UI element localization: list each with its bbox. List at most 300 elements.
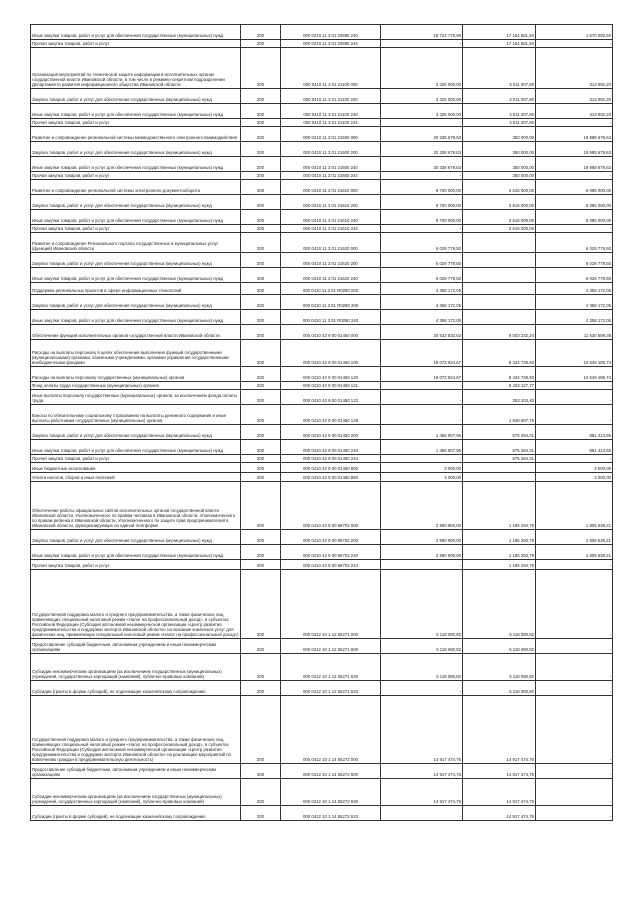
line-code-cell: 200 — [241, 180, 281, 195]
line-code-cell: 200 — [241, 340, 281, 367]
table-row — [31, 195, 613, 210]
approved-amount-cell: 5 118 080,82 — [381, 639, 463, 654]
classification-code-cell: 000 0410 11 3 01 21620 200 — [281, 253, 381, 268]
executed-amount-cell: 1 185 260,79 — [463, 530, 536, 545]
approved-amount-cell: 14 917 474,76 — [381, 696, 463, 764]
unexecuted-amount-cell: 3 000,00 — [536, 473, 613, 482]
budget-expenditure-table — [30, 24, 613, 821]
table-row — [31, 390, 613, 405]
expense-name-cell: Закупка товаров, работ и услуг для обеспечения государственных (муниципальных) нужд — [31, 195, 241, 210]
classification-code-cell: 000 0410 11 3 01 21100 200 — [281, 89, 381, 104]
table-row — [31, 570, 613, 639]
approved-amount-cell: - — [381, 455, 463, 463]
table-row — [31, 253, 613, 268]
line-code-cell: 200 — [241, 639, 281, 654]
table-row — [31, 455, 613, 463]
approved-amount-cell: 4 358 172,05 — [381, 283, 463, 295]
executed-amount-cell: 1 185 260,79 — [463, 545, 536, 560]
line-code-cell: 200 — [241, 764, 281, 779]
table-row — [31, 779, 613, 806]
unexecuted-amount-cell: - — [536, 764, 613, 779]
classification-code-cell: 000 0412 10 1 14 55272 000 — [281, 696, 381, 764]
approved-amount-cell: 20 338 679,63 — [381, 157, 463, 172]
expense-name-cell: Организация мероприятий по технической защите информации в исполнительных органах государственной власти Ивановской области, в том числе в режимно-секретном подразделении Департамента развития информационного общества Ивановской области — [31, 48, 241, 89]
line-code-cell: 200 — [241, 425, 281, 440]
unexecuted-amount-cell: - — [536, 779, 613, 806]
table-row — [31, 48, 613, 89]
table-row — [31, 382, 613, 390]
executed-amount-cell: 14 917 474,76 — [463, 806, 536, 821]
expense-name-cell: Иные выплаты персоналу государственных (муниципальных) органов, за исключением фонда оплаты труда — [31, 390, 241, 405]
approved-amount-cell: - — [381, 681, 463, 696]
expense-name-cell: Закупка товаров, работ и услуг для обеспечения государственных (муниципальных) нужд — [31, 425, 241, 440]
line-code-cell: 200 — [241, 89, 281, 104]
line-code-cell: 200 — [241, 654, 281, 681]
line-code-cell: 200 — [241, 325, 281, 340]
table-row — [31, 530, 613, 545]
table-row — [31, 681, 613, 696]
table-row — [31, 425, 613, 440]
table-row — [31, 268, 613, 283]
approved-amount-cell: 20 338 679,63 — [381, 142, 463, 157]
executed-amount-cell — [463, 295, 536, 310]
executed-amount-cell — [463, 463, 536, 473]
classification-code-cell: 000 0410 42 9 00 01450 120 — [281, 367, 381, 382]
expense-name-cell: Прочая закупка товаров, работ и услуг — [31, 560, 241, 570]
line-code-cell: 200 — [241, 268, 281, 283]
unexecuted-amount-cell: - — [536, 681, 613, 696]
classification-code-cell: 000 0410 11 3 01 21620 240 — [281, 268, 381, 283]
executed-amount-cell: 575 494,31 — [463, 440, 536, 455]
classification-code-cell: 000 0412 10 1 12 55271 633 — [281, 681, 381, 696]
expense-name-cell: Уплата налогов, сборов и иных платежей — [31, 473, 241, 482]
table-row — [31, 310, 613, 325]
table-row — [31, 482, 613, 530]
expense-name-cell: Иные закупки товаров, работ и услуг для обеспечения государственных (муниципальных) нужд — [31, 25, 241, 40]
executed-amount-cell: 5 118 080,82 — [463, 639, 536, 654]
approved-amount-cell: 9 700 000,00 — [381, 210, 463, 225]
approved-amount-cell: - — [381, 119, 463, 127]
approved-amount-cell: 1 456 907,96 — [381, 440, 463, 455]
expense-name-cell: Прочая закупка товаров, работ и услуг — [31, 119, 241, 127]
approved-amount-cell: - — [381, 40, 463, 48]
expense-name-cell: Государственная поддержка малого и среднего предпринимательства, а также физических лиц, применяющих специальный налоговый режим «Налог на профессиональный доход», в субъектах Российской Федерации (Субсидия автономной некоммерческой организации «Центр развития предпринимательства и поддержки экспорта Ивановской области» на оказание комплекса услуг для физических лиц, применяющих специальный налоговый режим «Налог на профессиональный доход») — [31, 570, 241, 639]
expense-name-cell: Развитие и сопровождение региональной системы межведомственного электронного взаимодействия — [31, 127, 241, 142]
unexecuted-amount-cell: 6 085 000,00 — [536, 180, 613, 195]
expense-name-cell: Иные закупки товаров, работ и услуг для обеспечения государственных (муниципальных) нужд — [31, 310, 241, 325]
approved-amount-cell: 3 000,00 — [381, 473, 463, 482]
executed-amount-cell: 17 154 681,50 — [463, 40, 536, 48]
classification-code-cell: 000 0410 42 9 00 01450 240 — [281, 440, 381, 455]
executed-amount-cell — [463, 283, 536, 295]
expense-name-cell: Иные закупки товаров, работ и услуг для обеспечения государственных (муниципальных) нужд — [31, 210, 241, 225]
table-row — [31, 180, 613, 195]
unexecuted-amount-cell: 10 649 185,74 — [536, 340, 613, 367]
expense-name-cell: Развитие и сопровождение Регионального портала государственных и муниципальных услуг (функций) Ивановской области — [31, 233, 241, 253]
classification-code-cell: 000 0410 42 9 00 01450 244 — [281, 455, 381, 463]
approved-amount-cell: 5 118 080,82 — [381, 654, 463, 681]
line-code-cell: 200 — [241, 283, 281, 295]
executed-amount-cell: 17 154 681,50 — [463, 25, 536, 40]
unexecuted-amount-cell: 19 988 679,63 — [536, 157, 613, 172]
classification-code-cell: 000 0412 10 1 12 55271 630 — [281, 654, 381, 681]
classification-code-cell: 000 0410 11 3 01 21600 244 — [281, 172, 381, 180]
classification-code-cell: 000 0410 42 9 00 01450 122 — [281, 390, 381, 405]
classification-code-cell: 000 0410 42 9 00 01450 000 — [281, 325, 381, 340]
approved-amount-cell: 9 700 000,00 — [381, 195, 463, 210]
approved-amount-cell: - — [381, 405, 463, 425]
executed-amount-cell: 5 118 080,82 — [463, 570, 536, 639]
executed-amount-cell — [463, 253, 536, 268]
unexecuted-amount-cell: - — [536, 570, 613, 639]
expense-name-cell: Развитие и сопровождение региональной системы электронного документооборота — [31, 180, 241, 195]
unexecuted-amount-cell: - — [536, 225, 613, 233]
expense-name-cell: Иные закупки товаров, работ и услуг для обеспечения государственных (муниципальных) нужд — [31, 268, 241, 283]
expense-name-cell: Обеспечение функций исполнительных органов государственной власти Ивановской области — [31, 325, 241, 340]
table-row — [31, 545, 613, 560]
table-row — [31, 473, 613, 482]
expense-name-cell: Прочая закупка товаров, работ и услуг — [31, 40, 241, 48]
expense-name-cell: Прочая закупка товаров, работ и услуг — [31, 455, 241, 463]
approved-amount-cell: 3 325 000,00 — [381, 104, 463, 119]
classification-code-cell: 000 0412 10 1 12 55271 600 — [281, 639, 381, 654]
approved-amount-cell: 6 029 779,50 — [381, 233, 463, 253]
unexecuted-amount-cell: 313 992,20 — [536, 89, 613, 104]
expense-name-cell: Закупка товаров, работ и услуг для обеспечения государственных (муниципальных) нужд — [31, 253, 241, 268]
executed-amount-cell: 1 185 260,79 — [463, 482, 536, 530]
approved-amount-cell: 20 533 832,63 — [381, 325, 463, 340]
classification-code-cell: 000 0410 11 3 01 20690 244 — [281, 40, 381, 48]
approved-amount-cell: - — [381, 225, 463, 233]
expense-name-cell: Иные закупки товаров, работ и услуг для обеспечения государственных (муниципальных) нужд — [31, 440, 241, 455]
approved-amount-cell: - — [381, 390, 463, 405]
line-code-cell: 200 — [241, 310, 281, 325]
classification-code-cell: 000 0412 10 1 14 55272 600 — [281, 764, 381, 779]
line-code-cell: 200 — [241, 560, 281, 570]
table-row — [31, 127, 613, 142]
table-row — [31, 696, 613, 764]
classification-code-cell: 000 0410 42 9 00 98702 244 — [281, 560, 381, 570]
line-code-cell: 200 — [241, 195, 281, 210]
unexecuted-amount-cell: 4 358 172,05 — [536, 295, 613, 310]
table-body — [31, 25, 613, 821]
table-row — [31, 233, 613, 253]
table-row — [31, 405, 613, 425]
expense-name-cell: Субсидии (гранты в форме субсидий), не подлежащие казначейскому сопровождению — [31, 681, 241, 696]
unexecuted-amount-cell: 10 649 185,74 — [536, 367, 613, 382]
approved-amount-cell: 3 325 000,00 — [381, 89, 463, 104]
executed-amount-cell: 575 494,31 — [463, 425, 536, 440]
executed-amount-cell — [463, 473, 536, 482]
classification-code-cell: 000 0410 42 9 00 01450 800 — [281, 463, 381, 473]
approved-amount-cell: - — [381, 172, 463, 180]
table-row — [31, 157, 613, 172]
executed-amount-cell: 3 011 007,80 — [463, 89, 536, 104]
executed-amount-cell: 3 011 007,80 — [463, 119, 536, 127]
approved-amount-cell: 2 990 900,00 — [381, 545, 463, 560]
table-row — [31, 806, 613, 821]
table-row — [31, 340, 613, 367]
classification-code-cell: 000 0410 42 9 00 01450 200 — [281, 425, 381, 440]
classification-code-cell: 000 0412 10 1 14 55272 633 — [281, 806, 381, 821]
unexecuted-amount-cell: - — [536, 560, 613, 570]
line-code-cell: 200 — [241, 390, 281, 405]
unexecuted-amount-cell: 4 358 172,05 — [536, 283, 613, 295]
line-code-cell: 200 — [241, 40, 281, 48]
table-row — [31, 367, 613, 382]
line-code-cell: 200 — [241, 127, 281, 142]
table-row — [31, 463, 613, 473]
unexecuted-amount-cell: 6 085 000,00 — [536, 195, 613, 210]
line-code-cell: 200 — [241, 210, 281, 225]
unexecuted-amount-cell: 1 805 639,21 — [536, 545, 613, 560]
unexecuted-amount-cell: - — [536, 40, 613, 48]
unexecuted-amount-cell: 1 805 639,21 — [536, 482, 613, 530]
expense-name-cell: Закупка товаров, работ и услуг для обеспечения государственных (муниципальных) нужд — [31, 89, 241, 104]
table-row — [31, 25, 613, 40]
expense-name-cell: Поддержка региональных проектов в сфере информационных технологий — [31, 283, 241, 295]
unexecuted-amount-cell: 881 413,65 — [536, 425, 613, 440]
line-code-cell: 200 — [241, 570, 281, 639]
unexecuted-amount-cell: 4 358 172,05 — [536, 310, 613, 325]
executed-amount-cell: 3 615 000,00 — [463, 225, 536, 233]
line-code-cell: 200 — [241, 119, 281, 127]
line-code-cell: 200 — [241, 455, 281, 463]
approved-amount-cell: 6 029 779,50 — [381, 253, 463, 268]
expense-name-cell: Обеспечение работы официальных сайтов исполнительных органов государственной власти Ивановской области, Уполномоченного по правам человека в Ивановской области, Уполномоченного по правам ребенка в Ивановской области, Уполномоченного по защите прав предпринимателей в Ивановской области, функционирующих на единой платформе — [31, 482, 241, 530]
expense-name-cell: Субсидии некоммерческим организациям (за исключением государственных (муниципальных) учреждений, государственных корпораций (компаний), публично-правовых компаний) — [31, 654, 241, 681]
expense-name-cell: Иные закупки товаров, работ и услуг для обеспечения государственных (муниципальных) нужд — [31, 157, 241, 172]
expense-name-cell: Фонд оплаты труда государственных (муниципальных) органов — [31, 382, 241, 390]
executed-amount-cell: 6 423 127,77 — [463, 382, 536, 390]
table-row — [31, 172, 613, 180]
classification-code-cell: 000 0410 11 3 01 21100 244 — [281, 119, 381, 127]
approved-amount-cell: - — [381, 560, 463, 570]
expense-name-cell: Прочая закупка товаров, работ и услуг — [31, 172, 241, 180]
approved-amount-cell: 5 118 080,82 — [381, 570, 463, 639]
expense-name-cell: Расходы на выплаты персоналу в целях обеспечения выполнения функций государственными (муниципальными) органами, казенными учреждениями, органами управления государственными внебюджетными фондами — [31, 340, 241, 367]
approved-amount-cell: - — [381, 806, 463, 821]
executed-amount-cell: 9 003 232,24 — [463, 325, 536, 340]
line-code-cell: 200 — [241, 104, 281, 119]
classification-code-cell: 000 0410 42 9 00 98702 000 — [281, 482, 381, 530]
classification-code-cell: 000 0410 11 3 01 21600 000 — [281, 127, 381, 142]
classification-code-cell: 000 0410 42 9 00 98702 240 — [281, 545, 381, 560]
unexecuted-amount-cell: 6 029 779,50 — [536, 268, 613, 283]
unexecuted-amount-cell: - — [536, 405, 613, 425]
expense-name-cell: Закупка товаров, работ и услуг для обеспечения государственных (муниципальных) нужд — [31, 142, 241, 157]
approved-amount-cell: 14 917 474,76 — [381, 764, 463, 779]
executed-amount-cell: 350 000,00 — [463, 127, 536, 142]
approved-amount-cell: 1 456 907,96 — [381, 425, 463, 440]
executed-amount-cell: 575 494,31 — [463, 455, 536, 463]
line-code-cell: 200 — [241, 382, 281, 390]
approved-amount-cell: 20 338 679,63 — [381, 127, 463, 142]
line-code-cell: 200 — [241, 463, 281, 473]
approved-amount-cell: 14 917 474,76 — [381, 779, 463, 806]
executed-amount-cell: 3 615 000,00 — [463, 210, 536, 225]
unexecuted-amount-cell: 6 085 000,00 — [536, 210, 613, 225]
classification-code-cell: 000 0410 11 3 01 20690 240 — [281, 25, 381, 40]
unexecuted-amount-cell: - — [536, 455, 613, 463]
table-row — [31, 104, 613, 119]
budget-report-sheet — [30, 24, 612, 821]
classification-code-cell: 000 0410 11 3 01 21600 240 — [281, 157, 381, 172]
expense-name-cell: Субсидии некоммерческим организациям (за исключением государственных (муниципальных) учреждений, государственных корпораций (компаний), публично-правовых компаний) — [31, 779, 241, 806]
unexecuted-amount-cell: - — [536, 382, 613, 390]
expense-name-cell: Иные бюджетные ассигнования — [31, 463, 241, 473]
line-code-cell: 200 — [241, 482, 281, 530]
classification-code-cell: 000 0412 10 1 14 55272 630 — [281, 779, 381, 806]
expense-name-cell: Закупка товаров, работ и услуг для обеспечения государственных (муниципальных) нужд — [31, 530, 241, 545]
classification-code-cell: 000 0410 11 3 01 21610 000 — [281, 180, 381, 195]
table-row — [31, 283, 613, 295]
unexecuted-amount-cell: - — [536, 654, 613, 681]
approved-amount-cell: 6 029 779,50 — [381, 268, 463, 283]
line-code-cell: 200 — [241, 696, 281, 764]
expense-name-cell: Субсидии (гранты в форме субсидий), не подлежащие казначейскому сопровождению — [31, 806, 241, 821]
line-code-cell: 200 — [241, 681, 281, 696]
approved-amount-cell: 3 325 000,00 — [381, 48, 463, 89]
line-code-cell: 200 — [241, 530, 281, 545]
executed-amount-cell: 5 118 080,82 — [463, 654, 536, 681]
approved-amount-cell: 18 724 775,90 — [381, 25, 463, 40]
classification-code-cell: 000 0410 42 9 00 01450 100 — [281, 340, 381, 367]
line-code-cell: 200 — [241, 545, 281, 560]
line-code-cell: 200 — [241, 233, 281, 253]
table-row — [31, 295, 613, 310]
classification-code-cell: 000 0410 11 3 01 R0280 200 — [281, 295, 381, 310]
classification-code-cell: 000 0410 42 9 00 01450 129 — [281, 405, 381, 425]
approved-amount-cell: 9 700 000,00 — [381, 180, 463, 195]
classification-code-cell: 000 0410 42 9 00 01450 121 — [281, 382, 381, 390]
expense-name-cell: Взносы по обязательному социальному страхованию на выплаты денежного содержания и иные выплаты работникам государственных (муниципальных) органов — [31, 405, 241, 425]
approved-amount-cell: 19 073 924,67 — [381, 340, 463, 367]
approved-amount-cell: 19 073 924,67 — [381, 367, 463, 382]
classification-code-cell: 000 0410 11 3 01 R0280 240 — [281, 310, 381, 325]
classification-code-cell: 000 0410 11 3 01 21100 240 — [281, 104, 381, 119]
line-code-cell: 200 — [241, 25, 281, 40]
unexecuted-amount-cell: - — [536, 806, 613, 821]
classification-code-cell: 000 0410 11 3 01 21610 244 — [281, 225, 381, 233]
unexecuted-amount-cell: 1 570 093,50 — [536, 25, 613, 40]
unexecuted-amount-cell: - — [536, 390, 613, 405]
executed-amount-cell: 3 615 000,00 — [463, 195, 536, 210]
unexecuted-amount-cell: - — [536, 639, 613, 654]
executed-amount-cell: 14 917 474,76 — [463, 764, 536, 779]
expense-name-cell: Иные закупки товаров, работ и услуг для обеспечения государственных (муниципальных) нужд — [31, 104, 241, 119]
line-code-cell: 200 — [241, 225, 281, 233]
executed-amount-cell: 8 424 738,93 — [463, 367, 536, 382]
unexecuted-amount-cell: 19 988 679,63 — [536, 142, 613, 157]
line-code-cell: 200 — [241, 253, 281, 268]
executed-amount-cell: 1 648 507,76 — [463, 405, 536, 425]
executed-amount-cell: 8 424 738,93 — [463, 340, 536, 367]
classification-code-cell: 000 0410 11 3 01 R0280 000 — [281, 283, 381, 295]
unexecuted-amount-cell: 313 992,20 — [536, 104, 613, 119]
expense-name-cell: Предоставление субсидий бюджетным, автономным учреждениям и иным некоммерческим организациям — [31, 764, 241, 779]
executed-amount-cell: 350 000,00 — [463, 172, 536, 180]
expense-name-cell: Иные закупки товаров, работ и услуг для обеспечения государственных (муниципальных) нужд — [31, 545, 241, 560]
executed-amount-cell: 14 917 474,76 — [463, 779, 536, 806]
unexecuted-amount-cell: 6 029 779,50 — [536, 253, 613, 268]
table-row — [31, 560, 613, 570]
executed-amount-cell: 3 615 000,00 — [463, 180, 536, 195]
table-row — [31, 142, 613, 157]
line-code-cell: 200 — [241, 779, 281, 806]
table-row — [31, 654, 613, 681]
unexecuted-amount-cell: - — [536, 119, 613, 127]
executed-amount-cell — [463, 268, 536, 283]
line-code-cell: 200 — [241, 440, 281, 455]
expense-name-cell: Расходы на выплаты персоналу государственных (муниципальных) органов — [31, 367, 241, 382]
classification-code-cell: 000 0410 42 9 00 01450 850 — [281, 473, 381, 482]
expense-name-cell: Государственная поддержка малого и среднего предпринимательства, а также физических лиц, применяющих специальный налоговый режим «Налог на профессиональный доход», в субъектах Российской Федерации (Субсидия автономной некоммерческой организации «Центр развития предпринимательства и поддержки экспорта Ивановской области» на реализацию мероприятий по вовлечению граждан в предпринимательскую деятельность) — [31, 696, 241, 764]
unexecuted-amount-cell: 19 988 679,63 — [536, 127, 613, 142]
table-row — [31, 210, 613, 225]
approved-amount-cell: 4 358 172,05 — [381, 310, 463, 325]
approved-amount-cell: - — [381, 382, 463, 390]
unexecuted-amount-cell: 6 029 779,50 — [536, 233, 613, 253]
executed-amount-cell — [463, 310, 536, 325]
table-row — [31, 325, 613, 340]
executed-amount-cell: 353 103,40 — [463, 390, 536, 405]
table-row — [31, 40, 613, 48]
line-code-cell: 200 — [241, 473, 281, 482]
executed-amount-cell: 5 118 080,82 — [463, 681, 536, 696]
classification-code-cell: 000 0410 11 3 01 21620 000 — [281, 233, 381, 253]
line-code-cell: 200 — [241, 172, 281, 180]
line-code-cell: 200 — [241, 806, 281, 821]
table-row — [31, 440, 613, 455]
line-code-cell: 200 — [241, 367, 281, 382]
executed-amount-cell: 350 000,00 — [463, 142, 536, 157]
table-row — [31, 89, 613, 104]
expense-name-cell: Прочая закупка товаров, работ и услуг — [31, 225, 241, 233]
approved-amount-cell: 2 990 900,00 — [381, 530, 463, 545]
executed-amount-cell: 350 000,00 — [463, 157, 536, 172]
line-code-cell: 200 — [241, 48, 281, 89]
line-code-cell: 200 — [241, 295, 281, 310]
approved-amount-cell: 4 358 172,05 — [381, 295, 463, 310]
unexecuted-amount-cell: 3 000,00 — [536, 463, 613, 473]
line-code-cell: 200 — [241, 405, 281, 425]
classification-code-cell: 000 0410 42 9 00 98702 200 — [281, 530, 381, 545]
executed-amount-cell: 3 011 007,80 — [463, 48, 536, 89]
table-row — [31, 225, 613, 233]
unexecuted-amount-cell: - — [536, 696, 613, 764]
table-row — [31, 764, 613, 779]
classification-code-cell: 000 0412 10 1 12 55271 000 — [281, 570, 381, 639]
executed-amount-cell: 3 011 007,80 — [463, 104, 536, 119]
executed-amount-cell: 1 185 260,79 — [463, 560, 536, 570]
approved-amount-cell: 2 990 900,00 — [381, 482, 463, 530]
unexecuted-amount-cell: 881 413,65 — [536, 440, 613, 455]
classification-code-cell: 000 0410 11 3 01 21600 200 — [281, 142, 381, 157]
line-code-cell: 200 — [241, 157, 281, 172]
classification-code-cell: 000 0410 11 3 01 21100 000 — [281, 48, 381, 89]
unexecuted-amount-cell: - — [536, 172, 613, 180]
unexecuted-amount-cell: 313 992,20 — [536, 48, 613, 89]
expense-name-cell: Предоставление субсидий бюджетным, автономным учреждениям и иным некоммерческим организациям — [31, 639, 241, 654]
unexecuted-amount-cell: 11 530 599,39 — [536, 325, 613, 340]
executed-amount-cell: 14 917 474,76 — [463, 696, 536, 764]
classification-code-cell: 000 0410 11 3 01 21610 240 — [281, 210, 381, 225]
unexecuted-amount-cell: 1 805 639,21 — [536, 530, 613, 545]
expense-name-cell: Закупка товаров, работ и услуг для обеспечения государственных (муниципальных) нужд — [31, 295, 241, 310]
line-code-cell: 200 — [241, 142, 281, 157]
table-row — [31, 119, 613, 127]
